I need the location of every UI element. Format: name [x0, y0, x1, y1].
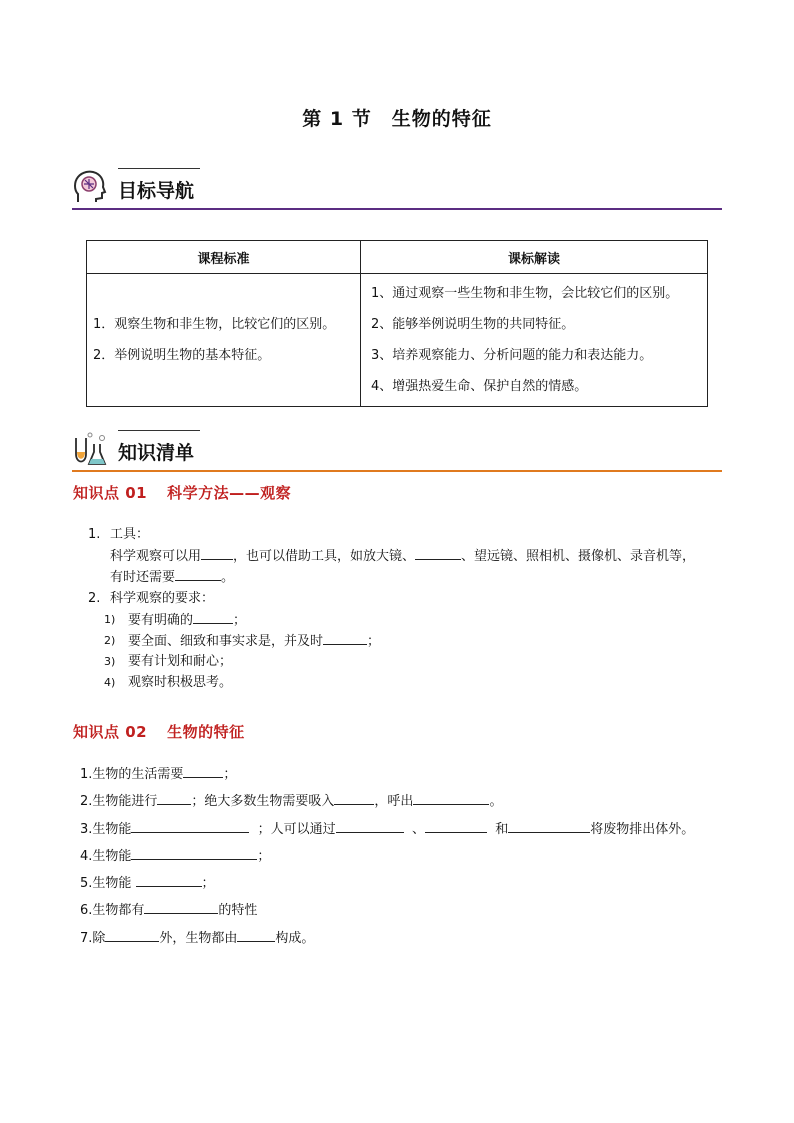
- sub-item: [88, 630, 738, 651]
- fill-blank[interactable]: [136, 872, 202, 887]
- text: ；人可以通过: [257, 821, 336, 837]
- text: 要有计划和耐心；: [128, 654, 233, 669]
- fill-blank[interactable]: [336, 818, 404, 833]
- text: 构成。: [275, 930, 315, 946]
- sub-item: [88, 609, 738, 630]
- sub-number: 1): [104, 613, 116, 626]
- text: ，呼出: [374, 794, 414, 810]
- text: 有时还需要: [110, 570, 176, 585]
- curriculum-table: [86, 240, 708, 407]
- text: 3.生物能: [80, 821, 132, 837]
- kp2-title: [73, 721, 245, 742]
- list-item: [88, 588, 738, 609]
- text: 5.生物能: [80, 876, 132, 892]
- text: ；: [201, 876, 215, 892]
- list-line: [88, 545, 738, 566]
- fill-blank[interactable]: [413, 790, 489, 805]
- section-label-knowledge: 知识清单: [118, 442, 195, 464]
- text: 1.生物的生活需要: [80, 767, 184, 782]
- table-header-standard: 课程标准: [87, 241, 361, 274]
- kp1-name: 科学方法——观察: [167, 484, 292, 502]
- list-item: [80, 927, 694, 954]
- header-deco-line: [118, 168, 200, 169]
- fill-blank[interactable]: [334, 790, 374, 805]
- item-label: 科学观察的要求：: [110, 591, 215, 606]
- text: 和: [495, 821, 509, 837]
- kp2-content: [80, 763, 694, 954]
- text: ；: [257, 848, 271, 864]
- table-cell-standards: [87, 274, 361, 407]
- standard-item: 2．举例说明生物的基本特征。: [93, 348, 271, 363]
- fill-blank[interactable]: [415, 545, 461, 560]
- fill-blank[interactable]: [144, 899, 218, 914]
- text: ；: [367, 634, 381, 649]
- sub-number: 3): [104, 655, 116, 668]
- lab-flask-icon: [72, 430, 108, 468]
- standard-item: 1．观察生物和非生物，比较它们的区别。: [93, 317, 336, 332]
- fill-blank[interactable]: [323, 630, 367, 645]
- kp2-name: 生物的特征: [167, 723, 245, 741]
- list-item: [80, 872, 694, 899]
- text: 2.生物能进行: [80, 794, 158, 810]
- header-rule-orange: [72, 470, 722, 472]
- sub-number: 4): [104, 676, 116, 689]
- sub-item: [88, 651, 738, 672]
- text: 的特性: [218, 903, 258, 919]
- list-item: [80, 818, 694, 845]
- table-cell-interpretations: [361, 274, 708, 407]
- text: 观察时积极思考。: [128, 675, 233, 690]
- section-header-goal: [72, 168, 722, 210]
- text: 将废物排出体外。: [590, 821, 695, 837]
- text: 、望远镜、照相机、摄像机、录音机等，: [461, 549, 696, 564]
- text: 7.除: [80, 930, 106, 946]
- interpretation-item: 4、增强热爱生命、保护自然的情感。: [371, 379, 588, 394]
- text: 科学观察可以用: [110, 549, 202, 564]
- interpretation-item: 1、通过观察一些生物和非生物，会比较它们的区别。: [371, 286, 679, 301]
- text: ；: [233, 613, 247, 628]
- brain-head-icon: [72, 168, 108, 206]
- fill-blank[interactable]: [131, 845, 257, 860]
- page-title: 第 1 节 生物的特征: [302, 108, 492, 130]
- kp1-content: [88, 524, 738, 693]
- sub-item: [88, 672, 738, 693]
- text: 。: [489, 794, 503, 810]
- text: 、: [411, 821, 425, 837]
- text: ；: [223, 767, 237, 782]
- fill-blank[interactable]: [175, 566, 221, 581]
- header-rule-purple: [72, 208, 722, 210]
- sub-number: 2): [104, 634, 116, 647]
- list-item: [80, 763, 694, 790]
- fill-blank[interactable]: [157, 790, 191, 805]
- fill-blank[interactable]: [193, 609, 233, 624]
- list-item: [80, 899, 694, 926]
- header-deco-line: [118, 430, 200, 431]
- table-header-interpretation: 课标解读: [361, 241, 708, 274]
- item-number: 2.: [88, 591, 101, 606]
- text: 要有明确的: [128, 613, 194, 628]
- kp1-title: [73, 482, 291, 503]
- text: 4.生物能: [80, 848, 132, 864]
- interpretation-item: 2、能够举例说明生物的共同特征。: [371, 317, 575, 332]
- text: 外，生物都由: [159, 930, 238, 946]
- fill-blank[interactable]: [105, 927, 159, 942]
- list-item: [88, 524, 738, 545]
- text: 6.生物都有: [80, 903, 145, 919]
- fill-blank[interactable]: [183, 763, 223, 778]
- section-header-knowledge: [72, 430, 722, 472]
- fill-blank[interactable]: [237, 927, 275, 942]
- fill-blank[interactable]: [508, 818, 590, 833]
- text: 。: [221, 570, 235, 585]
- kp2-number: 知识点 02: [73, 723, 148, 741]
- fill-blank[interactable]: [425, 818, 487, 833]
- item-label: 工具：: [110, 527, 150, 542]
- fill-blank[interactable]: [201, 545, 233, 560]
- kp1-number: 知识点 01: [73, 484, 148, 502]
- text: ，也可以借助工具，如放大镜、: [233, 549, 416, 564]
- text: ；绝大多数生物需要吸入: [191, 794, 335, 810]
- list-line: [88, 566, 738, 588]
- list-item: [80, 845, 694, 872]
- text: 要全面、细致和事实求是，并及时: [128, 634, 324, 649]
- section-label-goal: 目标导航: [118, 180, 195, 202]
- interpretation-item: 3、培养观察能力、分析问题的能力和表达能力。: [371, 348, 653, 363]
- list-item: [80, 790, 694, 817]
- fill-blank[interactable]: [131, 818, 249, 833]
- item-number: 1.: [88, 527, 101, 542]
